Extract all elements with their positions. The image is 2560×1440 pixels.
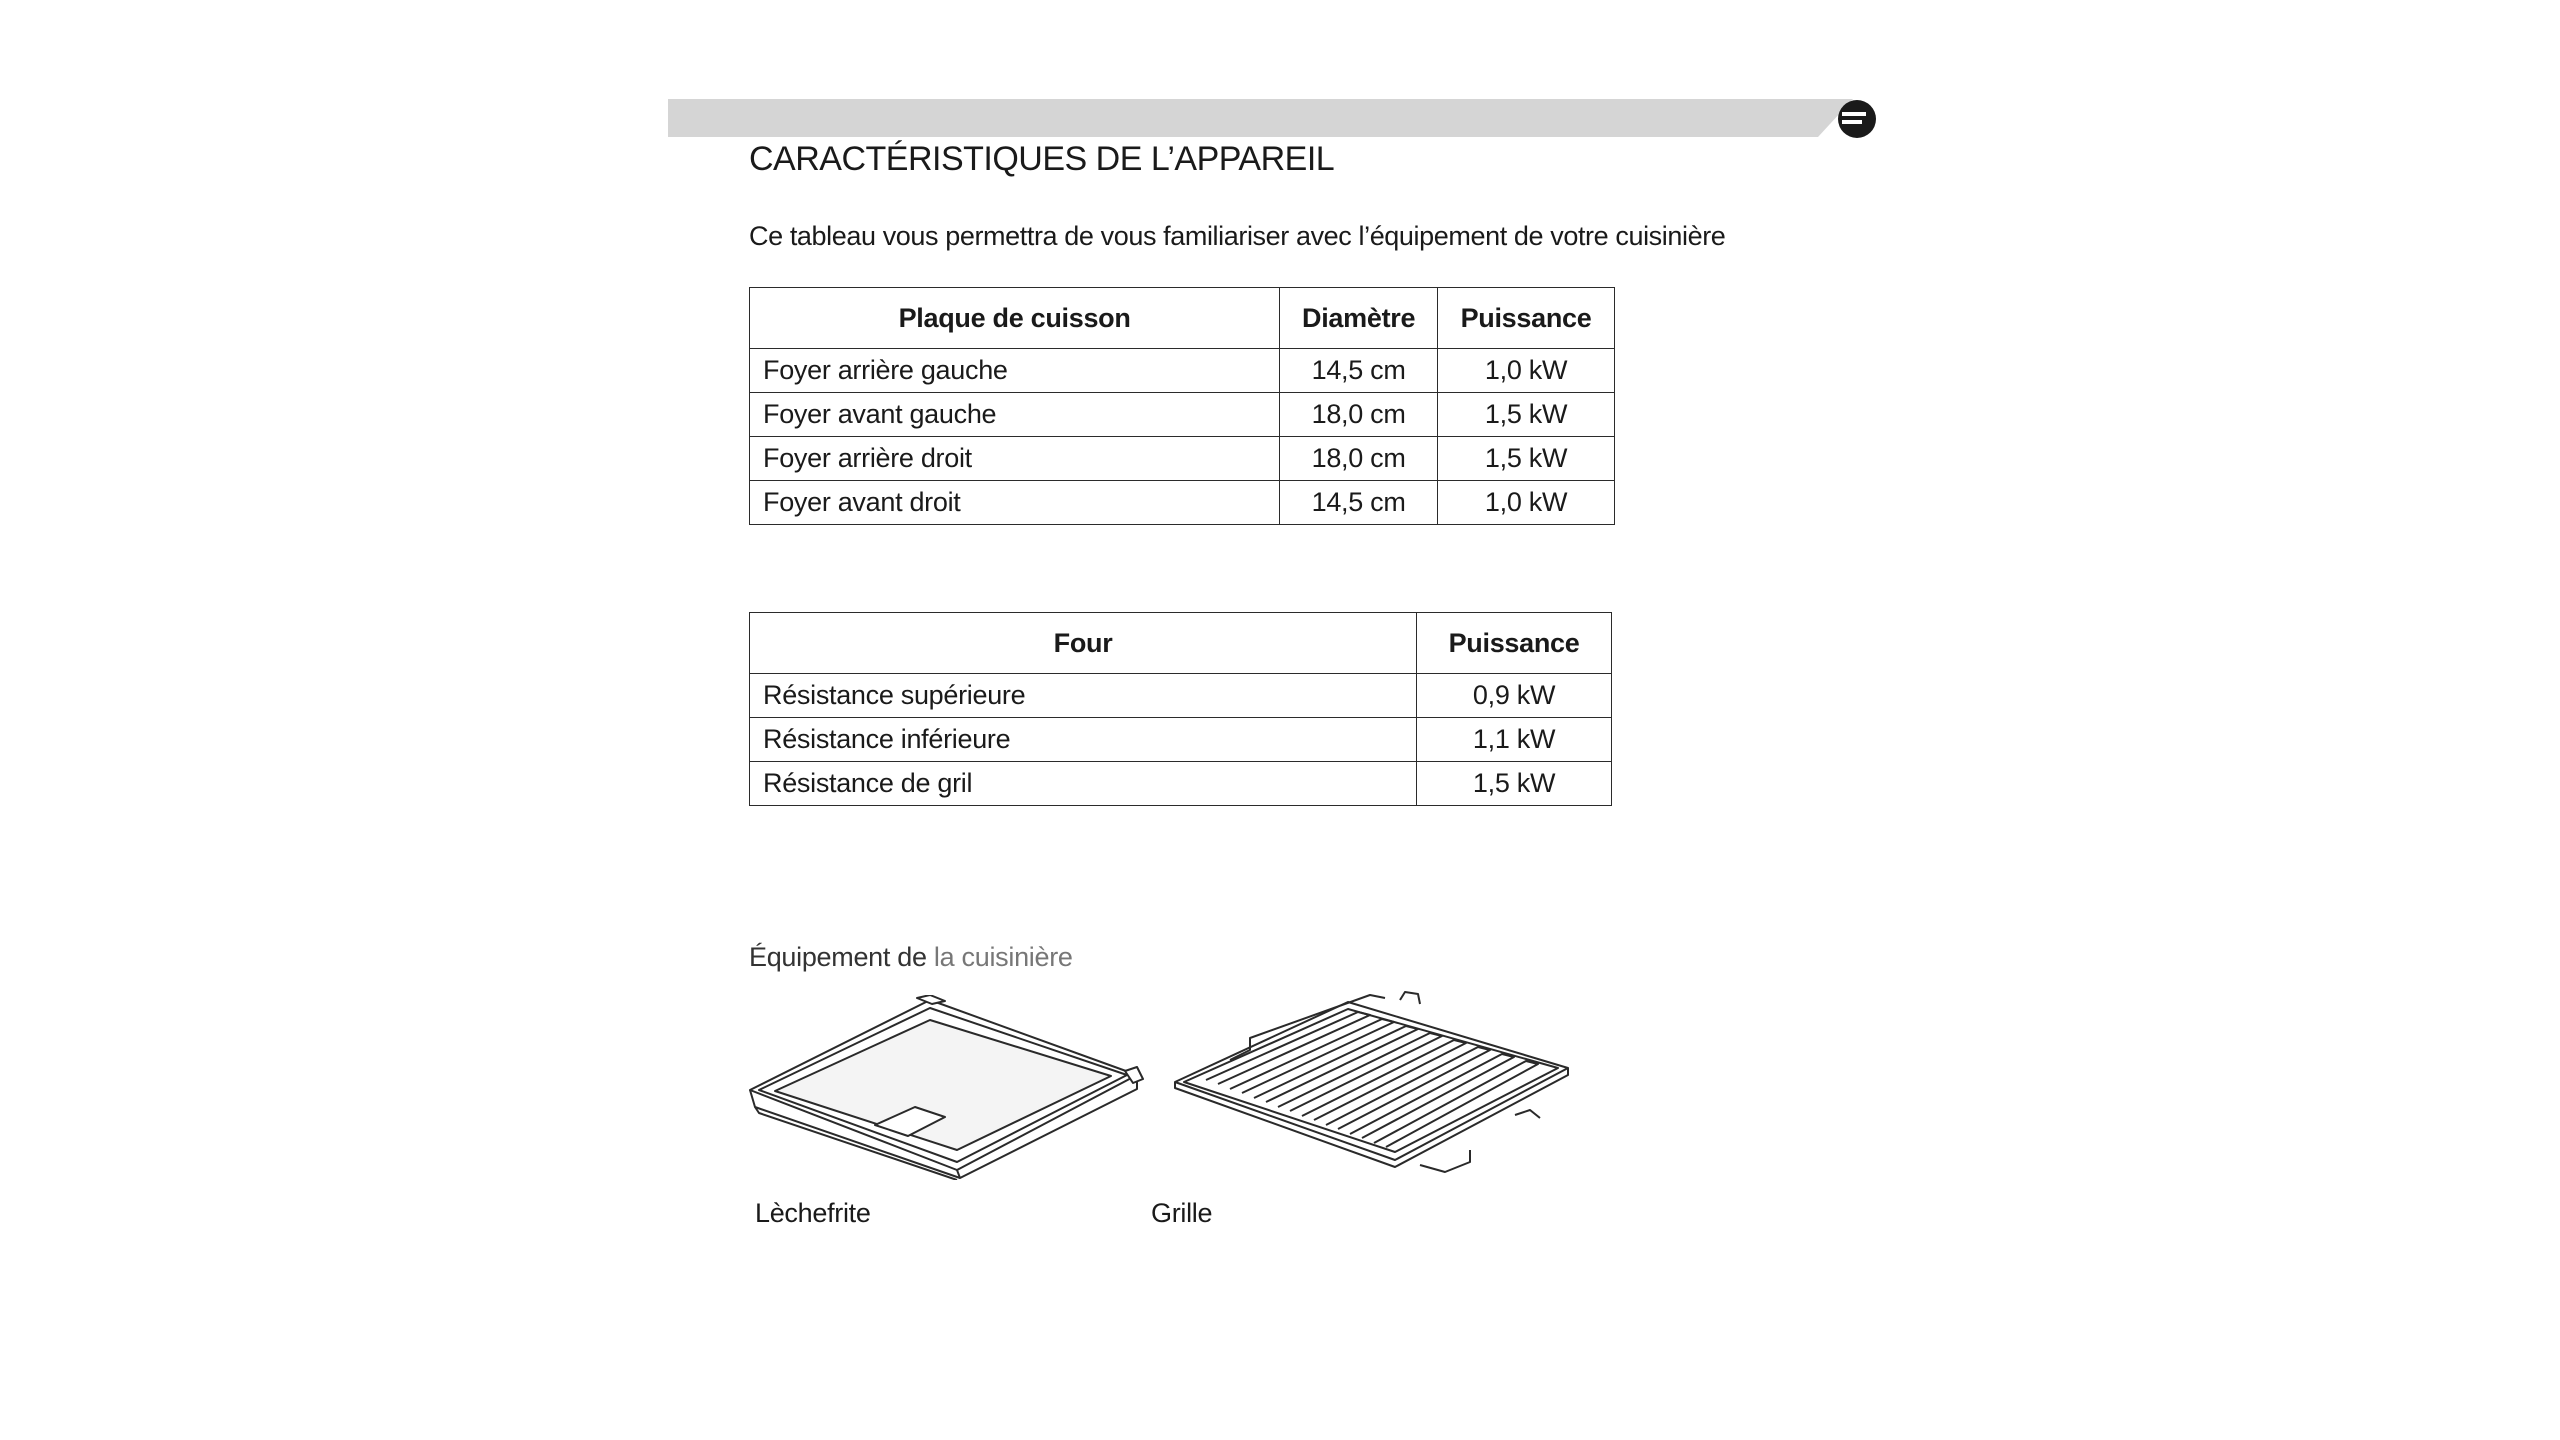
equipment-title-part1: Équipement de (749, 942, 927, 972)
table-row (750, 762, 1612, 806)
element-name: Résistance inférieure (750, 718, 1417, 762)
table-row (750, 481, 1615, 525)
intro-text: Ce tableau vous permettra de vous familiariser avec l’équipement de votre cuisinière (749, 221, 1726, 251)
zone-name: Foyer avant droit (750, 481, 1280, 525)
zone-power: 1,5 kW (1438, 393, 1615, 437)
page-title: CARACTÉRISTIQUES DE L’APPAREIL (749, 140, 1335, 178)
element-power: 1,1 kW (1417, 718, 1612, 762)
zone-diameter: 14,5 cm (1280, 481, 1438, 525)
table-row (750, 674, 1612, 718)
zone-power: 1,5 kW (1438, 437, 1615, 481)
element-name: Résistance supérieure (750, 674, 1417, 718)
wire-rack-label: Grille (1151, 1198, 1213, 1228)
zone-diameter: 18,0 cm (1280, 437, 1438, 481)
wire-rack-illustration (1170, 990, 1575, 1180)
hob-specs-table (749, 287, 1615, 525)
dripping-pan-illustration (745, 995, 1145, 1185)
zone-name: Foyer arrière droit (750, 437, 1280, 481)
table-row (750, 349, 1615, 393)
zone-power: 1,0 kW (1438, 349, 1615, 393)
table-row (750, 437, 1615, 481)
table-row (750, 718, 1612, 762)
element-name: Résistance de gril (750, 762, 1417, 806)
column-header: Plaque de cuisson (750, 288, 1280, 349)
column-header: Diamètre (1280, 288, 1438, 349)
zone-diameter: 14,5 cm (1280, 349, 1438, 393)
french-language-icon (1836, 98, 1878, 140)
zone-power: 1,0 kW (1438, 481, 1615, 525)
element-power: 1,5 kW (1417, 762, 1612, 806)
table-header-row (750, 288, 1615, 349)
equipment-title-part2: la cuisinière (926, 942, 1073, 972)
dripping-pan-label: Lèchefrite (755, 1198, 871, 1228)
table-row (750, 393, 1615, 437)
header-bar (668, 99, 1853, 137)
zone-name: Foyer avant gauche (750, 393, 1280, 437)
zone-diameter: 18,0 cm (1280, 393, 1438, 437)
column-header: Four (750, 613, 1417, 674)
table-header-row (750, 613, 1612, 674)
column-header: Puissance (1438, 288, 1615, 349)
equipment-section-title (749, 942, 1073, 973)
zone-name: Foyer arrière gauche (750, 349, 1280, 393)
oven-specs-table (749, 612, 1612, 806)
element-power: 0,9 kW (1417, 674, 1612, 718)
column-header: Puissance (1417, 613, 1612, 674)
